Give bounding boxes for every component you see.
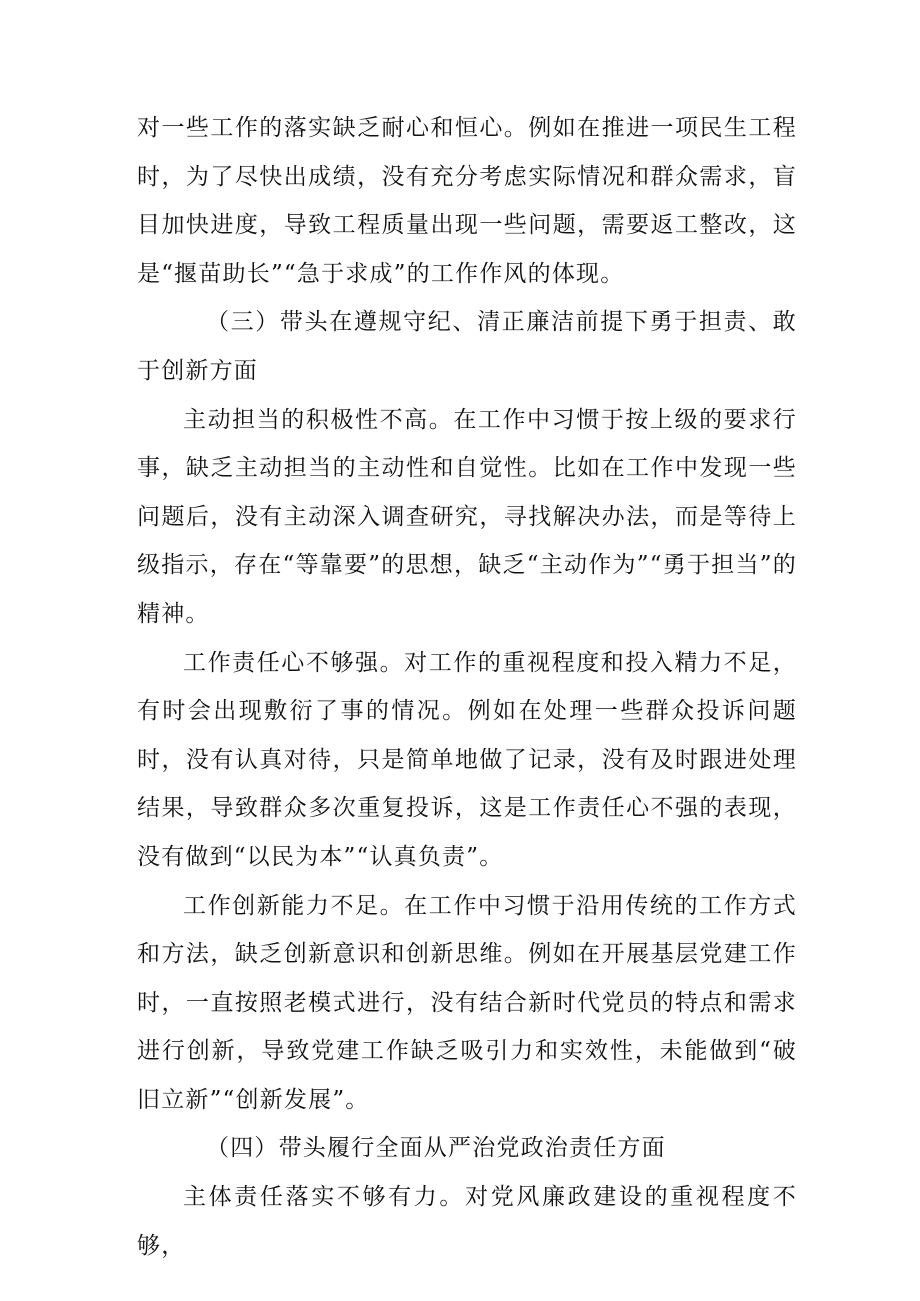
paragraph-initiative: 主动担当的积极性不高。在工作中习惯于按上级的要求行事，缺乏主动担当的主动性和自觉性。比如在工作中发现一些问题后，没有主动深入调查研究，寻找解决办法，而是等待上级指示，存在“等靠要”的思想，缺乏“主动作为”“勇于担当”的精神。 bbox=[137, 406, 797, 627]
section-heading-four: （四）带头履行全面从严治党政治责任方面 bbox=[206, 1135, 666, 1162]
document-body bbox=[137, 104, 797, 1270]
paragraph-main-responsibility: 主体责任落实不够有力。对党风廉政建设的重视程度不够， bbox=[137, 1184, 797, 1259]
paragraph-innovation: 工作创新能力不足。在工作中习惯于沿用传统的工作方式和方法，缺乏创新意识和创新思维。例如在开展基层党建工作时，一直按照老模式进行，没有结合新时代党员的特点和需求进行创新，导致党建工作缺乏吸引力和实效性，未能做到“破旧立新”“创新发展”。 bbox=[137, 892, 797, 1113]
paragraph-continuation: 对一些工作的落实缺乏耐心和恒心。例如在推进一项民生工程时，为了尽快出成绩，没有充分考虑实际情况和群众需求，盲目加快进度，导致工程质量出现一些问题，需要返工整改，这是“揠苗助长”“急于求成”的工作作风的体现。 bbox=[137, 115, 797, 287]
paragraph-responsibility: 工作责任心不够强。对工作的重视程度和投入精力不足，有时会出现敷衍了事的情况。例如在处理一些群众投诉问题时，没有认真对待，只是简单地做了记录，没有及时跟进处理结果，导致群众多次重复投诉，这是工作责任心不强的表现，没有做到“以民为本”“认真负责”。 bbox=[137, 649, 797, 870]
section-heading-three: （三）带头在遵规守纪、清正廉洁前提下勇于担责、敢于创新方面 bbox=[137, 309, 797, 384]
